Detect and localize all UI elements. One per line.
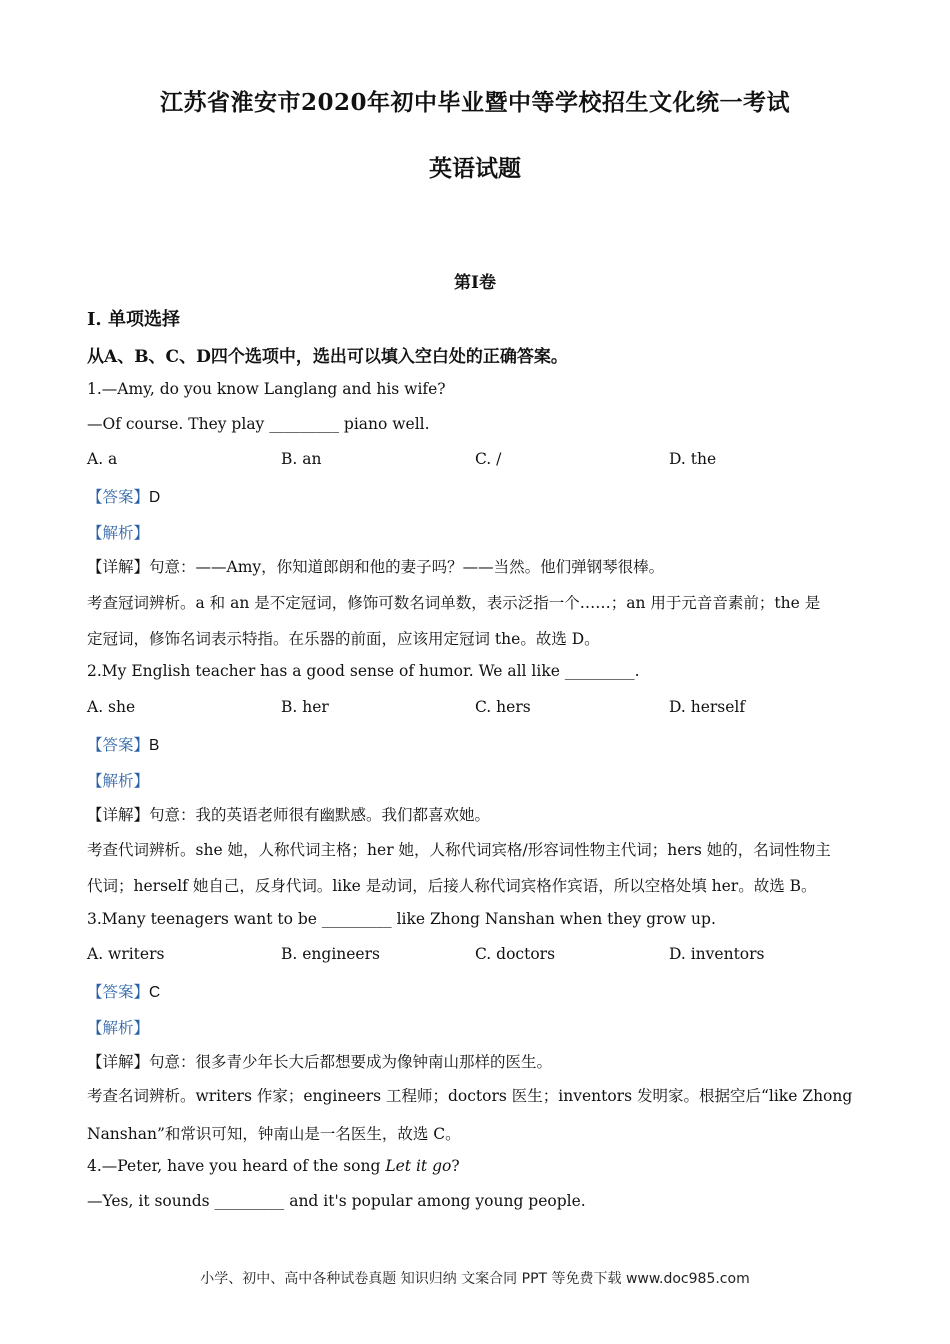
question-1-option-b: B. an (281, 450, 322, 468)
question-1-analysis-label: 【解析】 (87, 524, 150, 542)
section-instruction: 从A、B、C、D四个选项中，选出可以填入空白处的正确答案。 (87, 347, 568, 367)
question-2-stem: 2.My English teacher has a good sense of humor. We all like _________. (87, 662, 640, 680)
question-1-option-a: A. a (87, 450, 118, 468)
question-2-option-b: B. her (281, 698, 329, 716)
question-2-option-d: D. herself (669, 698, 746, 716)
question-2-explanation-line-1: 考查代词辨析。she 她，人称代词主格；her 她，人称代词宾格/形容词性物主代词；hers 她的，名词性物主 (87, 841, 831, 859)
question-2-explanation-line-2: 代词；herself 她自己，反身代词。like 是动词，后接人称代词宾格作宾语，所以空格处填 her。故选 B。 (87, 877, 817, 895)
question-1-stem-reply: —Of course. They play _________ piano well. (87, 415, 430, 433)
question-1-answer (87, 485, 160, 507)
question-4-stem-end: ? (451, 1157, 460, 1175)
question-3-option-a: A. writers (87, 945, 165, 963)
question-3-detail: 【详解】句意：很多青少年长大后都想要成为像钟南山那样的医生。 (87, 1053, 553, 1071)
question-2-answer (87, 733, 159, 755)
answer-value: C (149, 984, 161, 1001)
volume-heading: 第I卷 (454, 273, 496, 293)
question-3-stem: 3.Many teenagers want to be _________ like Zhong Nanshan when they grow up. (87, 910, 716, 928)
question-3-explanation-line-1: 考查名词辨析。writers 作家；engineers 工程师；doctors 医生；inventors 发明家。根据空后“like Zhong (87, 1087, 853, 1105)
question-3-explanation-line-2: Nanshan”和常识可知，钟南山是一名医生，故选 C。 (87, 1125, 461, 1143)
answer-value: B (149, 737, 160, 754)
question-4-stem-text: 4.—Peter, have you heard of the song (87, 1157, 386, 1175)
answer-label: 【答案】 (87, 983, 150, 1001)
question-1-stem: 1.—Amy, do you know Langlang and his wife? (87, 380, 446, 398)
exam-subject-title: 英语试题 (429, 155, 521, 182)
question-1-explanation-line-1: 考查冠词辨析。a 和 an 是不定冠词，修饰可数名词单数，表示泛指一个……；an 用于元音音素前；the 是 (87, 594, 821, 612)
song-title: Let it go (385, 1157, 452, 1175)
question-4-stem (87, 1157, 460, 1175)
question-4-stem-reply: —Yes, it sounds _________ and it's popular among young people. (87, 1192, 586, 1210)
question-3-answer (87, 980, 160, 1002)
question-1-explanation-line-2: 定冠词，修饰名词表示特指。在乐器的前面，应该用定冠词 the。故选 D。 (87, 630, 600, 648)
question-2-analysis-label: 【解析】 (87, 772, 150, 790)
question-2-detail: 【详解】句意：我的英语老师很有幽默感。我们都喜欢她。 (87, 806, 491, 824)
question-1-option-c: C. / (475, 450, 502, 468)
question-3-analysis-label: 【解析】 (87, 1019, 150, 1037)
section-heading: I. 单项选择 (87, 309, 180, 330)
question-1-option-d: D. the (669, 450, 717, 468)
page-footer: 小学、初中、高中各种试卷真题 知识归纳 文案合同 PPT 等免费下载 www.doc985.com (200, 1271, 750, 1287)
question-3-option-c: C. doctors (475, 945, 556, 963)
question-3-option-b: B. engineers (281, 945, 380, 963)
question-1-detail: 【详解】句意：——Amy，你知道郎朗和他的妻子吗？——当然。他们弹钢琴很棒。 (87, 558, 665, 576)
question-2-option-a: A. she (87, 698, 136, 716)
answer-value: D (149, 489, 161, 506)
answer-label: 【答案】 (87, 736, 150, 754)
answer-label: 【答案】 (87, 488, 150, 506)
exam-title: 江苏省淮安市2020年初中毕业暨中等学校招生文化统一考试 (159, 89, 790, 116)
question-3-option-d: D. inventors (669, 945, 765, 963)
question-2-option-c: C. hers (475, 698, 531, 716)
